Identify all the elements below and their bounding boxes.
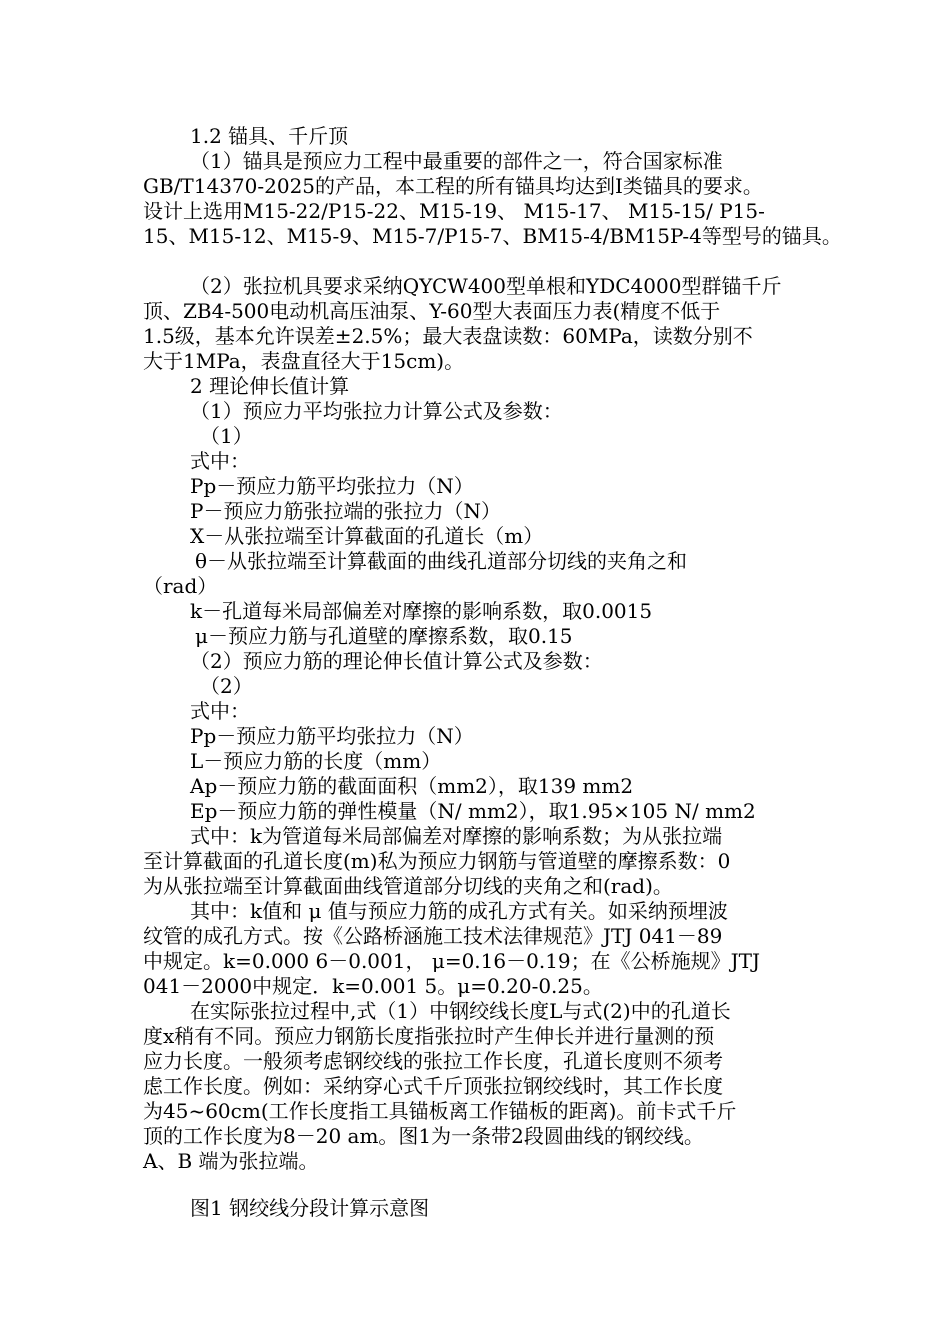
subsection-heading: （2）预应力筋的理论伸长值计算公式及参数： bbox=[190, 649, 603, 673]
definition-line: Pp－预应力筋平均张拉力（N） bbox=[190, 724, 474, 748]
definition-line: μ－预应力筋与孔道壁的摩擦系数，取0.15 bbox=[195, 624, 573, 648]
paragraph-line: 设计上选用M15-22/P15-22、M15-19、 M15-17、 M15-15/ P15- bbox=[143, 199, 765, 223]
section-heading: 2 理论伸长值计算 bbox=[190, 374, 350, 398]
paragraph-line: 至计算截面的孔道长度(m)私为预应力钢筋与管道壁的摩擦系数：0 bbox=[143, 849, 731, 873]
paragraph-line: 中规定。k=0.000 6－0.001， μ=0.16－0.19；在《公桥施规》JTJ bbox=[143, 949, 761, 973]
paragraph-line: 为45~60cm(工作长度指工具锚板离工作锚板的距离)。前卡式千斤 bbox=[143, 1099, 737, 1123]
paragraph-line: 纹管的成孔方式。按《公路桥涵施工技术法律规范》JTJ 041－89 bbox=[143, 924, 723, 948]
paragraph-line: 在实际张拉过程中,式（1）中钢绞线长度L与式(2)中的孔道长 bbox=[190, 999, 731, 1023]
section-heading: 1.2 锚具、千斤顶 bbox=[190, 124, 349, 148]
paragraph-line: 15、M15-12、M15-9、M15-7/P15-7、BM15-4/BM15P-4等型号的锚具。 bbox=[143, 224, 842, 248]
definition-line: Ap－预应力筋的截面面积（mm2），取139 mm2 bbox=[190, 774, 634, 798]
definition-line: θ－从张拉端至计算截面的曲线孔道部分切线的夹角之和 bbox=[195, 549, 688, 573]
paragraph-line: 041－2000中规定．k=0.001 5。μ=0.20-0.25。 bbox=[143, 974, 603, 998]
formula-number: （2） bbox=[200, 674, 253, 698]
definition-line: L－预应力筋的长度（mm） bbox=[190, 749, 442, 773]
paragraph-line: 虑工作长度。例如：采纳穿心式千斤顶张拉钢绞线时，其工作长度 bbox=[143, 1074, 723, 1098]
definition-line: Ep－预应力筋的弹性模量（N/ mm2），取1.95×105 N/ mm2 bbox=[190, 799, 756, 823]
definition-line: X－从张拉端至计算截面的孔道长（m） bbox=[190, 524, 544, 548]
paragraph-line: 式中：k为管道每米局部偏差对摩擦的影响系数；为从张拉端 bbox=[190, 824, 723, 848]
paragraph-line: （2）张拉机具要求采纳QYCW400型单根和YDC4000型群锚千斤 bbox=[190, 274, 782, 298]
paragraph-line: （1）锚具是预应力工程中最重要的部件之一，符合国家标准 bbox=[190, 149, 723, 173]
paragraph-line: 度x稍有不同。预应力钢筋长度指张拉时产生伸长并进行量测的预 bbox=[143, 1024, 715, 1048]
paragraph-line: 顶的工作长度为8－20 am。图1为一条带2段圆曲线的钢绞线。 bbox=[143, 1124, 704, 1148]
paragraph-line: A、B 端为张拉端。 bbox=[143, 1149, 319, 1173]
definition-line: （rad） bbox=[143, 574, 218, 598]
definition-line: Pp－预应力筋平均张拉力（N） bbox=[190, 474, 474, 498]
paragraph-line: 1.5级，基本允许误差±2.5%；最大表盘读数：60MPa，读数分别不 bbox=[143, 324, 753, 348]
definition-line: k－孔道每米局部偏差对摩擦的影响系数，取0.0015 bbox=[190, 599, 653, 623]
formula-number: （1） bbox=[200, 424, 253, 448]
paragraph-line: 顶、ZB4-500电动机高压油泵、Y-60型大表面压力表(精度不低于 bbox=[143, 299, 721, 323]
paragraph-line: 应力长度。一般须考虑钢绞线的张拉工作长度，孔道长度则不须考 bbox=[143, 1049, 723, 1073]
paragraph-line: GB/T14370-2025的产品，本工程的所有锚具均达到Ⅰ类锚具的要求。 bbox=[143, 174, 763, 198]
paragraph-line: 式中： bbox=[190, 449, 250, 473]
paragraph-line: 其中：k值和 μ 值与预应力筋的成孔方式有关。如采纳预埋波 bbox=[190, 899, 728, 923]
paragraph-line: 式中： bbox=[190, 699, 250, 723]
paragraph-line: 大于1MPa，表盘直径大于15cm)。 bbox=[143, 349, 465, 373]
figure-caption: 图1 钢绞线分段计算示意图 bbox=[190, 1196, 430, 1220]
paragraph-line: 为从张拉端至计算截面曲线管道部分切线的夹角之和(rad)。 bbox=[143, 874, 673, 898]
definition-line: P－预应力筋张拉端的张拉力（N） bbox=[190, 499, 501, 523]
subsection-heading: （1）预应力平均张拉力计算公式及参数： bbox=[190, 399, 563, 423]
